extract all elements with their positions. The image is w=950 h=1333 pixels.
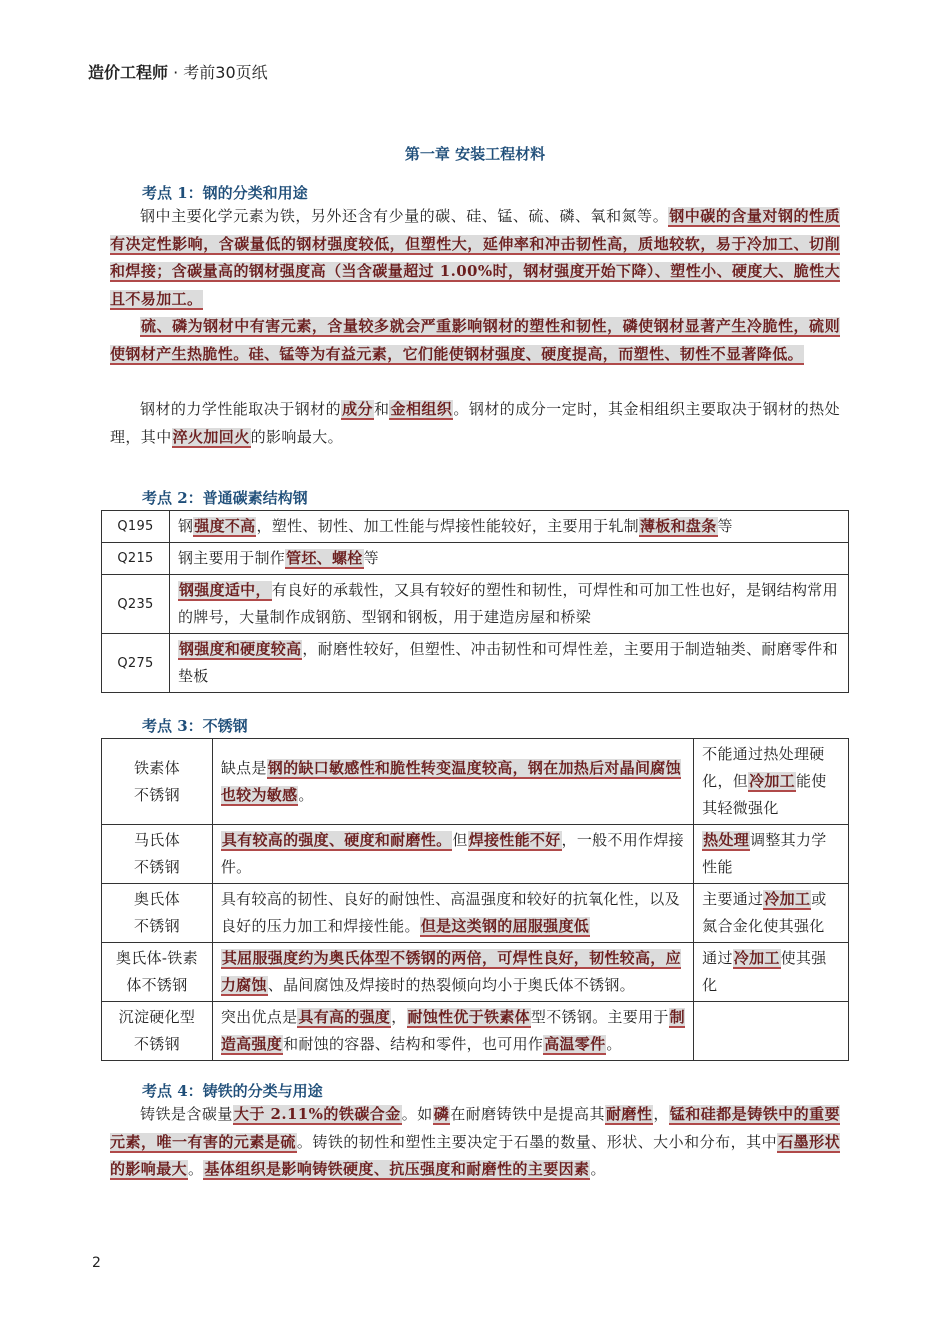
text: 型不锈钢。主要用于 [530,1008,669,1026]
text: 钢 [177,517,194,535]
type-line: 马氏体 [133,831,180,849]
grade-cell: Q275 [102,634,170,693]
type-line: 不锈钢 [133,785,180,804]
text: ，一般不用作焊接件。 [220,831,684,876]
highlight: 热处理 [703,831,750,849]
type-line: 沉淀硬化型 [118,1008,196,1026]
section-4-title: 考点 4：铸铁的分类与用途 [142,1082,323,1100]
text: 。铸铁的韧性和塑性主要决定于石墨的数量、形状、大小和分布，其中 [296,1132,778,1151]
type-line: 不锈钢 [133,917,180,935]
strengthening-cell [694,884,849,943]
highlight: 钢的缺口敏感性和脆性转变温度较高，钢在加热后对晶间腐蚀也较为敏感 [220,758,681,804]
highlight: 冷加工 [733,949,780,967]
text: 调整其力学性能 [702,831,827,876]
text: ， [653,1105,669,1123]
highlight: 冷加工 [749,772,795,790]
table-row [102,739,849,825]
text: 铸铁是含碳量 [140,1105,233,1123]
text: 缺点是 [220,758,267,777]
type-cell [102,1002,213,1061]
table-row [102,543,849,575]
highlight: 石墨形状的影响最大 [110,1132,840,1178]
highlight: 基体组织是影响铸铁硬度、抗压强度和耐磨性的主要因素 [204,1160,590,1178]
page-number: 2 [92,1255,101,1271]
highlight: 但是这类钢的屈服强度低 [420,917,590,935]
highlight: 薄板和盘条 [640,517,717,535]
type-line: 不锈钢 [133,858,180,876]
highlight: 淬火加回火 [172,427,250,446]
type-line: 体不锈钢 [126,976,188,994]
text: 钢主要用于制作 [177,549,286,567]
description-cell [169,575,848,634]
highlight: 其屈服强度约为奥氏体型不锈钢的两倍，可焊性良好，韧性较高，应力腐蚀 [220,949,681,994]
highlight: 冷加工 [764,890,811,908]
highlight: 具有较高的强度、硬度和耐磨性。 [221,831,452,849]
property-cell [212,739,693,825]
table-row [102,825,849,884]
description-cell [169,634,848,693]
text: 不能通过热处理硬化，但 [702,745,825,790]
text: 等 [363,549,379,567]
type-cell [102,825,213,884]
section-1-title: 考点 1：钢的分类和用途 [142,184,308,202]
highlight: 耐磨性 [605,1105,653,1123]
text: 有良好的承载性，又具有较好的塑性和韧性，可焊性和可加工性也好，是钢结构常用的牌号，大量制作成钢筋、型钢和钢板，用于建造房屋和桥梁 [177,581,838,626]
strengthening-cell [694,1002,849,1061]
text: 在耐磨铸铁中是提高其 [450,1105,605,1123]
grade-cell: Q235 [102,575,170,634]
highlight: 制造高强度 [220,1008,685,1053]
text: ，塑性、韧性、加工性能与焊接性能较好，主要用于轧制 [256,517,639,535]
section-1-paragraph-2 [110,313,840,368]
grade-cell: Q195 [102,511,170,543]
highlight: 焊接性能不好 [468,831,561,849]
highlight: 具有高的强度 [298,1008,391,1026]
text: 通过 [702,949,733,967]
table-row [102,575,849,634]
highlight: 管坯、螺栓 [286,549,363,567]
strengthening-cell [694,943,849,1002]
text: 。 [590,1160,606,1178]
text: 。 [188,1160,204,1178]
text: 。如 [401,1105,433,1123]
table-row [102,943,849,1002]
text: ， [391,1008,407,1026]
page-header [88,60,268,83]
property-cell [212,1002,693,1061]
text: 、晶间腐蚀及焊接时的热裂倾向均小于奥氏体不锈钢。 [267,976,635,994]
stainless-steel-table [101,738,849,1061]
section-3-title: 考点 3：不锈钢 [142,717,248,735]
carbon-steel-table [101,510,849,693]
section-2-title: 考点 2：普通碳素结构钢 [142,489,308,507]
highlight: 钢强度和硬度较高 [178,640,302,658]
text: 等 [717,517,733,535]
type-cell [102,739,213,825]
type-line: 奥氏体-铁素 [116,949,198,967]
property-cell [212,943,693,1002]
highlight: 成分 [342,400,374,418]
table-row [102,1002,849,1061]
text: 和 [374,400,390,418]
text: 或氮合金化使其强化 [702,890,827,935]
text: ，耐磨性较好，但塑性、冲击韧性和可焊性差，主要用于制造轴类、耐磨零件和垫板 [177,640,838,685]
text: 和耐蚀的容器、结构和零件，也可用作 [283,1035,544,1053]
header-subtitle: 考前30页纸 [183,63,268,82]
text: 但 [452,831,468,849]
grade-cell: Q215 [102,543,170,575]
text: 钢材的力学性能取决于钢材的 [140,400,342,418]
highlight: 钢中碳的含量对钢的性质有决定性影响，含碳量低的钢材强度较低，但塑性大，延伸率和冲击韧性高，质地较软，易于冷加工、切削和焊接；含碳量高的钢材强度高（当含碳量超过 1.00%时，钢材强度开始下降）、塑性小、硬度大、脆性大且不易加工。 [110,207,840,308]
table-row [102,634,849,693]
type-line: 奥氏体 [133,890,180,908]
highlight: 金相组织 [390,400,453,418]
table-row [102,884,849,943]
text: 具有较高的韧性、良好的耐蚀性、高温强度和较好的抗氧化性，以及良好的压力加工和焊接性能。 [220,890,680,935]
text: 。钢材的成分一定时，其金相组织主要取决于钢材的热处理，其中 [110,400,840,446]
table-row [102,511,849,543]
text: 主要通过 [702,890,764,908]
type-cell [102,943,213,1002]
type-cell [102,884,213,943]
highlight: 磷 [433,1105,450,1123]
description-cell [169,511,848,543]
type-line: 铁素体 [133,758,180,777]
text: 的影响最大。 [250,427,344,446]
highlight: 耐蚀性优于铁素体 [407,1008,530,1026]
section-1-paragraph-1 [110,203,840,313]
text: 。 [606,1035,622,1053]
header-dot: · [173,63,179,82]
text: 能使其轻微强化 [702,772,827,817]
text: 突出优点是 [220,1008,298,1026]
header-brand: 造价工程师 [88,63,169,82]
chapter-title: 第一章 安装工程材料 [404,145,546,163]
text: 钢中主要化学元素为铁，另外还含有少量的碳、硅、锰、硫、磷、氧和氮等。 [140,207,669,225]
highlight: 大于 2.11%的铁碳合金 [233,1105,401,1123]
strengthening-cell [694,739,849,825]
highlight: 硫、磷为钢材中有害元素，含量较多就会严重影响钢材的塑性和韧性，磷使钢材显著产生冷脆性，硫则使钢材产生热脆性。硅、锰等为有益元素，它们能使钢材强度、硬度提高，而塑性、韧性不显著降低。 [110,317,840,363]
type-line: 不锈钢 [133,1035,180,1053]
text: 使其强化 [702,949,827,994]
text: 。 [298,785,314,804]
section-4-paragraph-1 [110,1101,840,1184]
strengthening-cell [694,825,849,884]
property-cell [212,825,693,884]
highlight: 高温零件 [544,1035,606,1053]
section-1-paragraph-3 [110,396,840,451]
description-cell [169,543,848,575]
highlight: 锰和硅都是铸铁中的重要元素，唯一有害的元素是硫 [110,1105,841,1151]
highlight: 钢强度适中， [178,581,271,599]
highlight: 强度不高 [194,517,256,535]
property-cell [212,884,693,943]
